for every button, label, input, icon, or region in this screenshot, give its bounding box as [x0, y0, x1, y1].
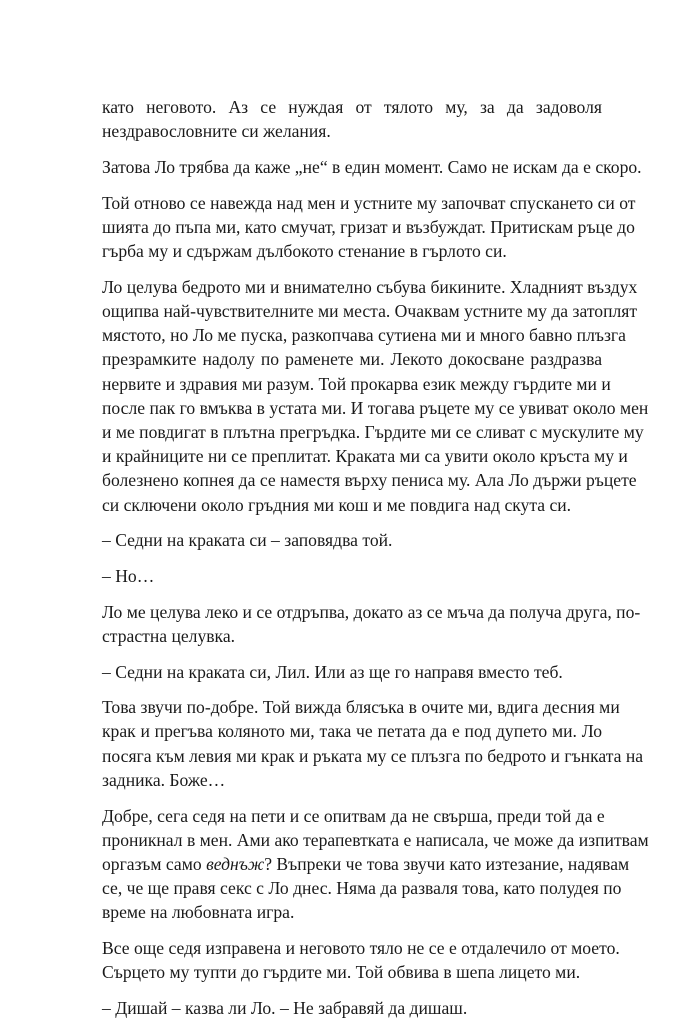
text-line: Ло ме целува леко и се отдръпва, докато аз се мъча да получа друга, по-	[102, 601, 641, 622]
text-line: Все още седя изправена и неговото тяло не се е отдалечило от моето.	[102, 938, 620, 959]
text-line: време на любовната игра.	[102, 902, 295, 923]
text-line: – Дишай – казва ли Ло. – Не забравяй да дишаш.	[102, 998, 468, 1018]
text-line: болезнено копнея да се наместя върху пениса му. Ала Ло държи ръцете	[102, 470, 637, 491]
text-line: задника. Боже…	[102, 769, 226, 790]
text-line: и ме повдигат в плътна прегръдка. Гърдите ми се сливат с мускулите му	[102, 421, 644, 442]
text-line: – Седни на краката си – заповядва той.	[102, 530, 393, 551]
text-line: посяга към левия ми крак и ръката му се плъзга по бедрото и гънката на	[102, 745, 644, 766]
paragraph	[102, 191, 636, 264]
text-line: нервите и здравия ми разум. Той прокарва език между гърдите ми и	[102, 373, 611, 394]
text-line: Затова Ло трябва да каже „не“ в един момент. Само не искам да е скоро.	[102, 156, 642, 177]
text-segment: ? Въпреки че това звучи като изтезание, надявам	[264, 853, 630, 874]
text-line: Ло целува бедрото ми и внимателно събува бикините. Хладният въздух	[102, 276, 638, 297]
text-line: – Седни на краката си, Лил. Или аз ще го направя вместо теб.	[102, 661, 563, 682]
text-line: и крайниците ни се преплитат. Краката ми са увити около кръста му и	[102, 446, 628, 467]
text-line-with-italic	[102, 852, 630, 876]
text-line: шията до пъпа ми, като смучат, гризат и възбуждат. Притискам ръце до	[102, 216, 635, 237]
book-page	[102, 95, 649, 1032]
paragraph	[102, 95, 602, 143]
paragraph	[102, 600, 641, 648]
paragraph	[102, 660, 602, 684]
paragraph	[102, 804, 649, 925]
text-line: Това звучи по-добре. Той вижда блясъка в очите ми, вдига десния ми	[102, 697, 620, 718]
paragraph	[102, 275, 649, 517]
text-line: презрамките надолу по раменете ми. Лекото докосване раздразва	[102, 349, 602, 370]
text-line: проникнал в мен. Ами ако терапевтката е написала, че може да изпитвам	[102, 829, 649, 850]
text-line: – Но…	[102, 565, 155, 586]
paragraph	[102, 564, 602, 588]
text-line: ощипва най-чувствителните ми места. Очаквам устните му да затоплят	[102, 300, 638, 321]
text-line: после пак го вмъква в устата ми. И тогава ръцете му се увиват около мен	[102, 397, 649, 418]
text-line: гърба му и сдържам дълбокото стенание в гърлото си.	[102, 241, 507, 262]
italic-word: веднъж	[206, 853, 265, 874]
paragraph	[102, 695, 644, 792]
text-line: нездравословните си желания.	[102, 121, 331, 142]
paragraph	[102, 528, 602, 552]
text-line: се, че ще правя секс с Ло днес. Няма да разваля това, като полудея по	[102, 878, 622, 899]
text-line: Той отново се навежда над мен и устните му започват спускането си от	[102, 192, 636, 213]
text-segment: оргазъм само	[102, 853, 202, 874]
text-line: като неговото. Аз се нуждая от тялото му, за да задоволя	[102, 97, 602, 117]
paragraph	[102, 996, 602, 1020]
paragraph	[102, 155, 642, 179]
text-line: Сърцето му тупти до гърдите ми. Той обвива в шепа лицето ми.	[102, 962, 581, 983]
text-line: крак и прегъва коляното ми, така че петата да е под дупето ми. Ло	[102, 721, 602, 742]
text-line: Добре, сега седя на пети и се опитвам да не свърша, преди той да е	[102, 805, 605, 826]
text-line: си сключени около гръдния ми кош и ме повдига над скута си.	[102, 494, 572, 515]
paragraph	[102, 936, 620, 984]
text-line: страстна целувка.	[102, 625, 236, 646]
text-line: мястото, но Ло ме пуска, разкопчава сутиена ми и много бавно плъзга	[102, 325, 626, 346]
